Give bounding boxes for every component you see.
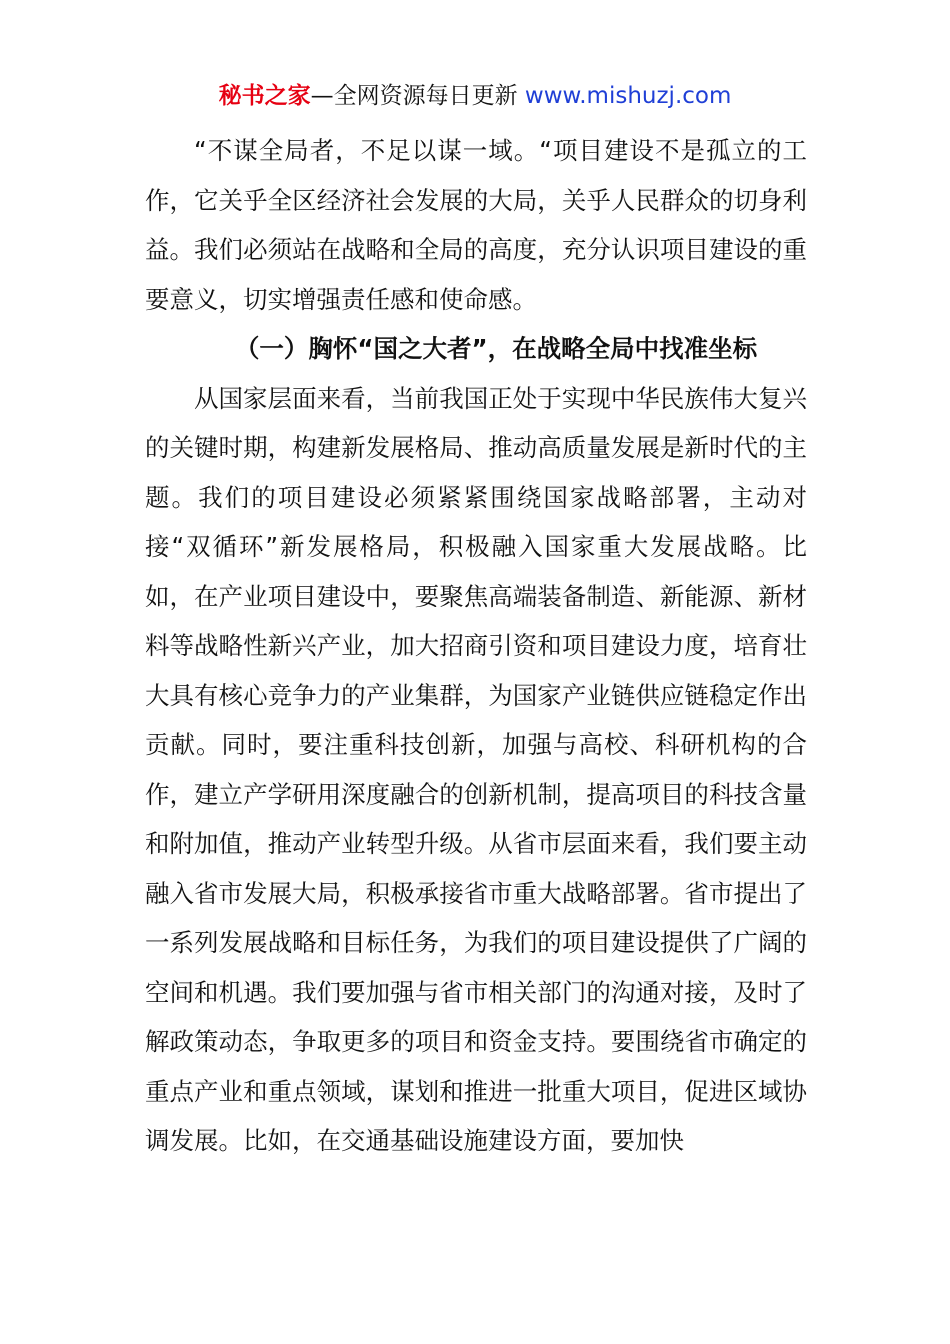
site-brand: 秘书之家 [218, 83, 311, 109]
document-body [145, 126, 807, 1166]
site-header [0, 80, 950, 112]
site-url[interactable]: www.mishuzj.com [524, 83, 732, 109]
section-heading: （一）胸怀“国之大者”，在战略全局中找准坐标 [234, 334, 758, 363]
paragraph-national-level: 从国家层面来看，当前我国正处于实现中华民族伟大复兴的关键时期，构建新发展格局、推动高质量发展是新时代的主题。我们的项目建设必须紧紧围绕国家战略部署，主动对接“双循环”新发展格局，积极融入国家重大发展战略。比如，在产业项目建设中，要聚焦高端装备制造、新能源、新材料等战略性新兴产业，加大招商引资和项目建设力度，培育壮大具有核心竞争力的产业集群，为国家产业链供应链稳定作出贡献。同时，要注重科技创新，加强与高校、科研机构的合作，建立产学研用深度融合的创新机制，提高项目的科技含量和附加值，推动产业转型升级。从省市层面来看，我们要主动融入省市发展大局，积极承接省市重大战略部署。省市提出了一系列发展战略和目标任务，为我们的项目建设提供了广阔的空间和机遇。我们要加强与省市相关部门的沟通对接，及时了解政策动态，争取更多的项目和资金支持。要围绕省市确定的重点产业和重点领域，谋划和推进一批重大项目，促进区域协调发展。比如，在交通基础设施建设方面，要加快 [145, 383, 807, 1155]
site-tagline: —全网资源每日更新 [310, 83, 525, 109]
paragraph-intro: “不谋全局者，不足以谋一域。“项目建设不是孤立的工作，它关乎全区经济社会发展的大局，关乎人民群众的切身利益。我们必须站在战略和全局的高度，充分认识项目建设的重要意义，切实增强责任感和使命感。 [145, 136, 807, 314]
